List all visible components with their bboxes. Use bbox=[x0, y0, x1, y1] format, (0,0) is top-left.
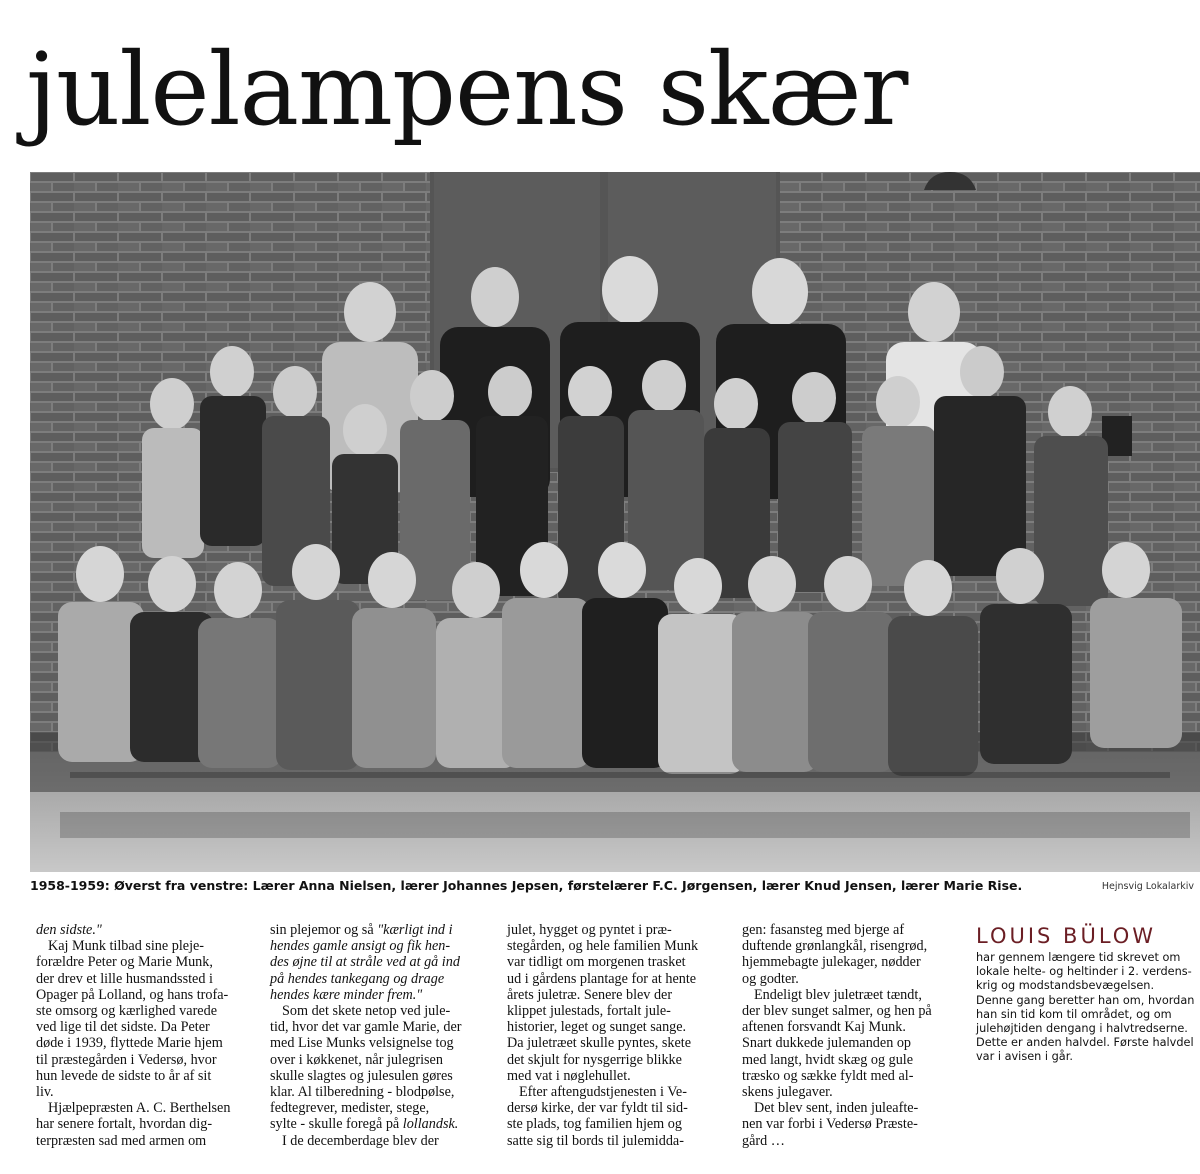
article-line: døde i 1939, flyttede Marie hjem bbox=[36, 1035, 223, 1052]
article-line: duftende grønlangkål, risengrød, bbox=[742, 938, 928, 955]
author-bio-line: lokale helte- og heltinder i 2. verdens- bbox=[976, 965, 1192, 979]
author-box bbox=[976, 924, 1200, 1065]
article-column-4 bbox=[742, 922, 957, 1149]
article-line: der blev sunget salmer, og hen på bbox=[742, 1003, 932, 1020]
article-line: Opager på Lolland, og hans trofa- bbox=[36, 986, 229, 1003]
article-line: fedtegrever, medister, stege, bbox=[270, 1100, 430, 1117]
article-line: hun levede de sidste to år af sit bbox=[36, 1067, 212, 1084]
article-column-2 bbox=[270, 922, 480, 1149]
author-bio-line: var i avisen i går. bbox=[976, 1050, 1073, 1064]
article-line: over i køkkenet, når julegrisen bbox=[270, 1051, 443, 1068]
article-line: med Lise Munks velsignelse tog bbox=[270, 1035, 454, 1052]
article-line: julet, hygget og pyntet i præ- bbox=[507, 922, 672, 938]
article-line: med langt, hvidt skæg og gule bbox=[742, 1051, 914, 1068]
article-line: terpræsten sad med armen om bbox=[36, 1132, 207, 1149]
article-line: Hjælpepræsten A. C. Berthelsen bbox=[48, 1100, 231, 1117]
author-bio bbox=[976, 951, 1200, 1065]
author-bio-line: han sin tid kom til området, og om bbox=[976, 1007, 1172, 1021]
author-bio-line: har gennem længere tid skrevet om bbox=[976, 951, 1181, 964]
article-line: gård … bbox=[742, 1132, 785, 1149]
class-photo-image bbox=[30, 172, 1200, 872]
article-line: der drev et lille husmandssted i bbox=[36, 970, 213, 987]
article-line: ste plads, tog familien hjem og bbox=[507, 1116, 682, 1133]
author-bio-line: Denne gang beretter han om, hvordan bbox=[976, 993, 1195, 1007]
article-line: historier, leget og sunget sange. bbox=[507, 1019, 687, 1036]
article-line: den sidste." bbox=[36, 922, 102, 938]
article-line: har senere fortalt, hvordan dig- bbox=[36, 1116, 213, 1133]
author-bio-line: krig og modstandsbevægelsen. bbox=[976, 979, 1155, 993]
article-line: satte sig til bords til julemidda- bbox=[507, 1132, 684, 1149]
article-line: skulle slagtes og julesulen gøres bbox=[270, 1067, 453, 1084]
article-line: hendes gamle ansigt og fik hen- bbox=[270, 938, 451, 955]
article-line: forældre Peter og Marie Munk, bbox=[36, 954, 213, 971]
article-line: ste omsorg og kærlighed varede bbox=[36, 1003, 217, 1020]
article-column-1 bbox=[36, 922, 241, 1149]
article-line: på hendes tankegang og drage bbox=[270, 970, 445, 987]
article-line: stegården, og hele familien Munk bbox=[507, 938, 699, 955]
article-line: tid, hvor det var gamle Marie, der bbox=[270, 1019, 462, 1036]
article-line: det skjult for nysgerrige blikke bbox=[507, 1051, 682, 1068]
italic-quote: lollandsk. bbox=[402, 1116, 459, 1133]
article-line: hendes kære minder frem." bbox=[270, 986, 423, 1003]
article-line: sylte - skulle foregå på lollandsk. bbox=[270, 1116, 459, 1133]
article-line: Da juletræet skulle pyntes, skete bbox=[507, 1035, 692, 1052]
article-line: skens julegaver. bbox=[742, 1084, 833, 1101]
article-line: liv. bbox=[36, 1084, 54, 1101]
article-line: ved lige til det sidste. Da Peter bbox=[36, 1019, 210, 1036]
article-line: ud i gårdens plantage for at hente bbox=[507, 970, 697, 987]
article-line: nen var forbi i Vedersø Præste- bbox=[742, 1116, 918, 1133]
class-photo bbox=[30, 172, 1200, 872]
article-line: des øjne til at stråle ved at gå ind bbox=[270, 954, 460, 971]
article-line: klar. Al tilberedning - blodpølse, bbox=[270, 1084, 455, 1101]
article-line: I de decemberdage blev der bbox=[282, 1132, 439, 1149]
author-bio-line: julehøjtiden dengang i halvtredserne. bbox=[976, 1022, 1188, 1036]
article-line: Endeligt blev juletræet tændt, bbox=[754, 986, 922, 1003]
author-name: LOUIS BÜLOW bbox=[976, 924, 1157, 948]
article-line: Som det skete netop ved jule- bbox=[282, 1003, 451, 1020]
article-line: og godter. bbox=[742, 970, 799, 987]
article-line: Det blev sent, inden juleafte- bbox=[754, 1100, 919, 1117]
article-line: hjemmebagte julekager, nødder bbox=[742, 954, 921, 971]
photo-credit: Hejnsvig Lokalarkiv bbox=[1101, 881, 1194, 892]
article-line: træsko og sække fyldt med al- bbox=[742, 1067, 914, 1084]
article-line: Snart dukkede julemanden op bbox=[742, 1035, 912, 1052]
article-line: var tidligt om morgenen trasket bbox=[507, 954, 686, 971]
italic-quote: "kærligt ind i bbox=[377, 922, 453, 938]
article-column-3 bbox=[507, 922, 722, 1149]
article-line: dersø kirke, der var fyldt til sid- bbox=[507, 1100, 688, 1117]
article-line: Kaj Munk tilbad sine pleje- bbox=[48, 938, 205, 955]
article-line: gen: fasansteg med bjerge af bbox=[742, 922, 905, 938]
article-line: sin plejemor og så "kærligt ind i bbox=[270, 922, 453, 938]
photo-caption: 1958-1959: Øverst fra venstre: Lærer Anna Nielsen, lærer Johannes Jepsen, førstelærer F.C. Jørgensen, lærer Knud Jensen, lærer Marie Rise. bbox=[30, 878, 1023, 893]
article-line: Efter aftengudstjenesten i Ve- bbox=[519, 1084, 687, 1101]
article-line: til præstegården i Vedersø, hvor bbox=[36, 1051, 217, 1068]
article-line: med vat i nøglehullet. bbox=[507, 1067, 631, 1084]
article-line: årets juletræ. Senere blev der bbox=[507, 986, 673, 1003]
article-line: klippet julestads, fortalt jule- bbox=[507, 1003, 671, 1020]
article-line: aftenen forsvandt Kaj Munk. bbox=[742, 1019, 906, 1036]
headline: julelampens skær bbox=[26, 31, 908, 148]
author-bio-line: Dette er anden halvdel. Første halvdel bbox=[976, 1036, 1194, 1050]
